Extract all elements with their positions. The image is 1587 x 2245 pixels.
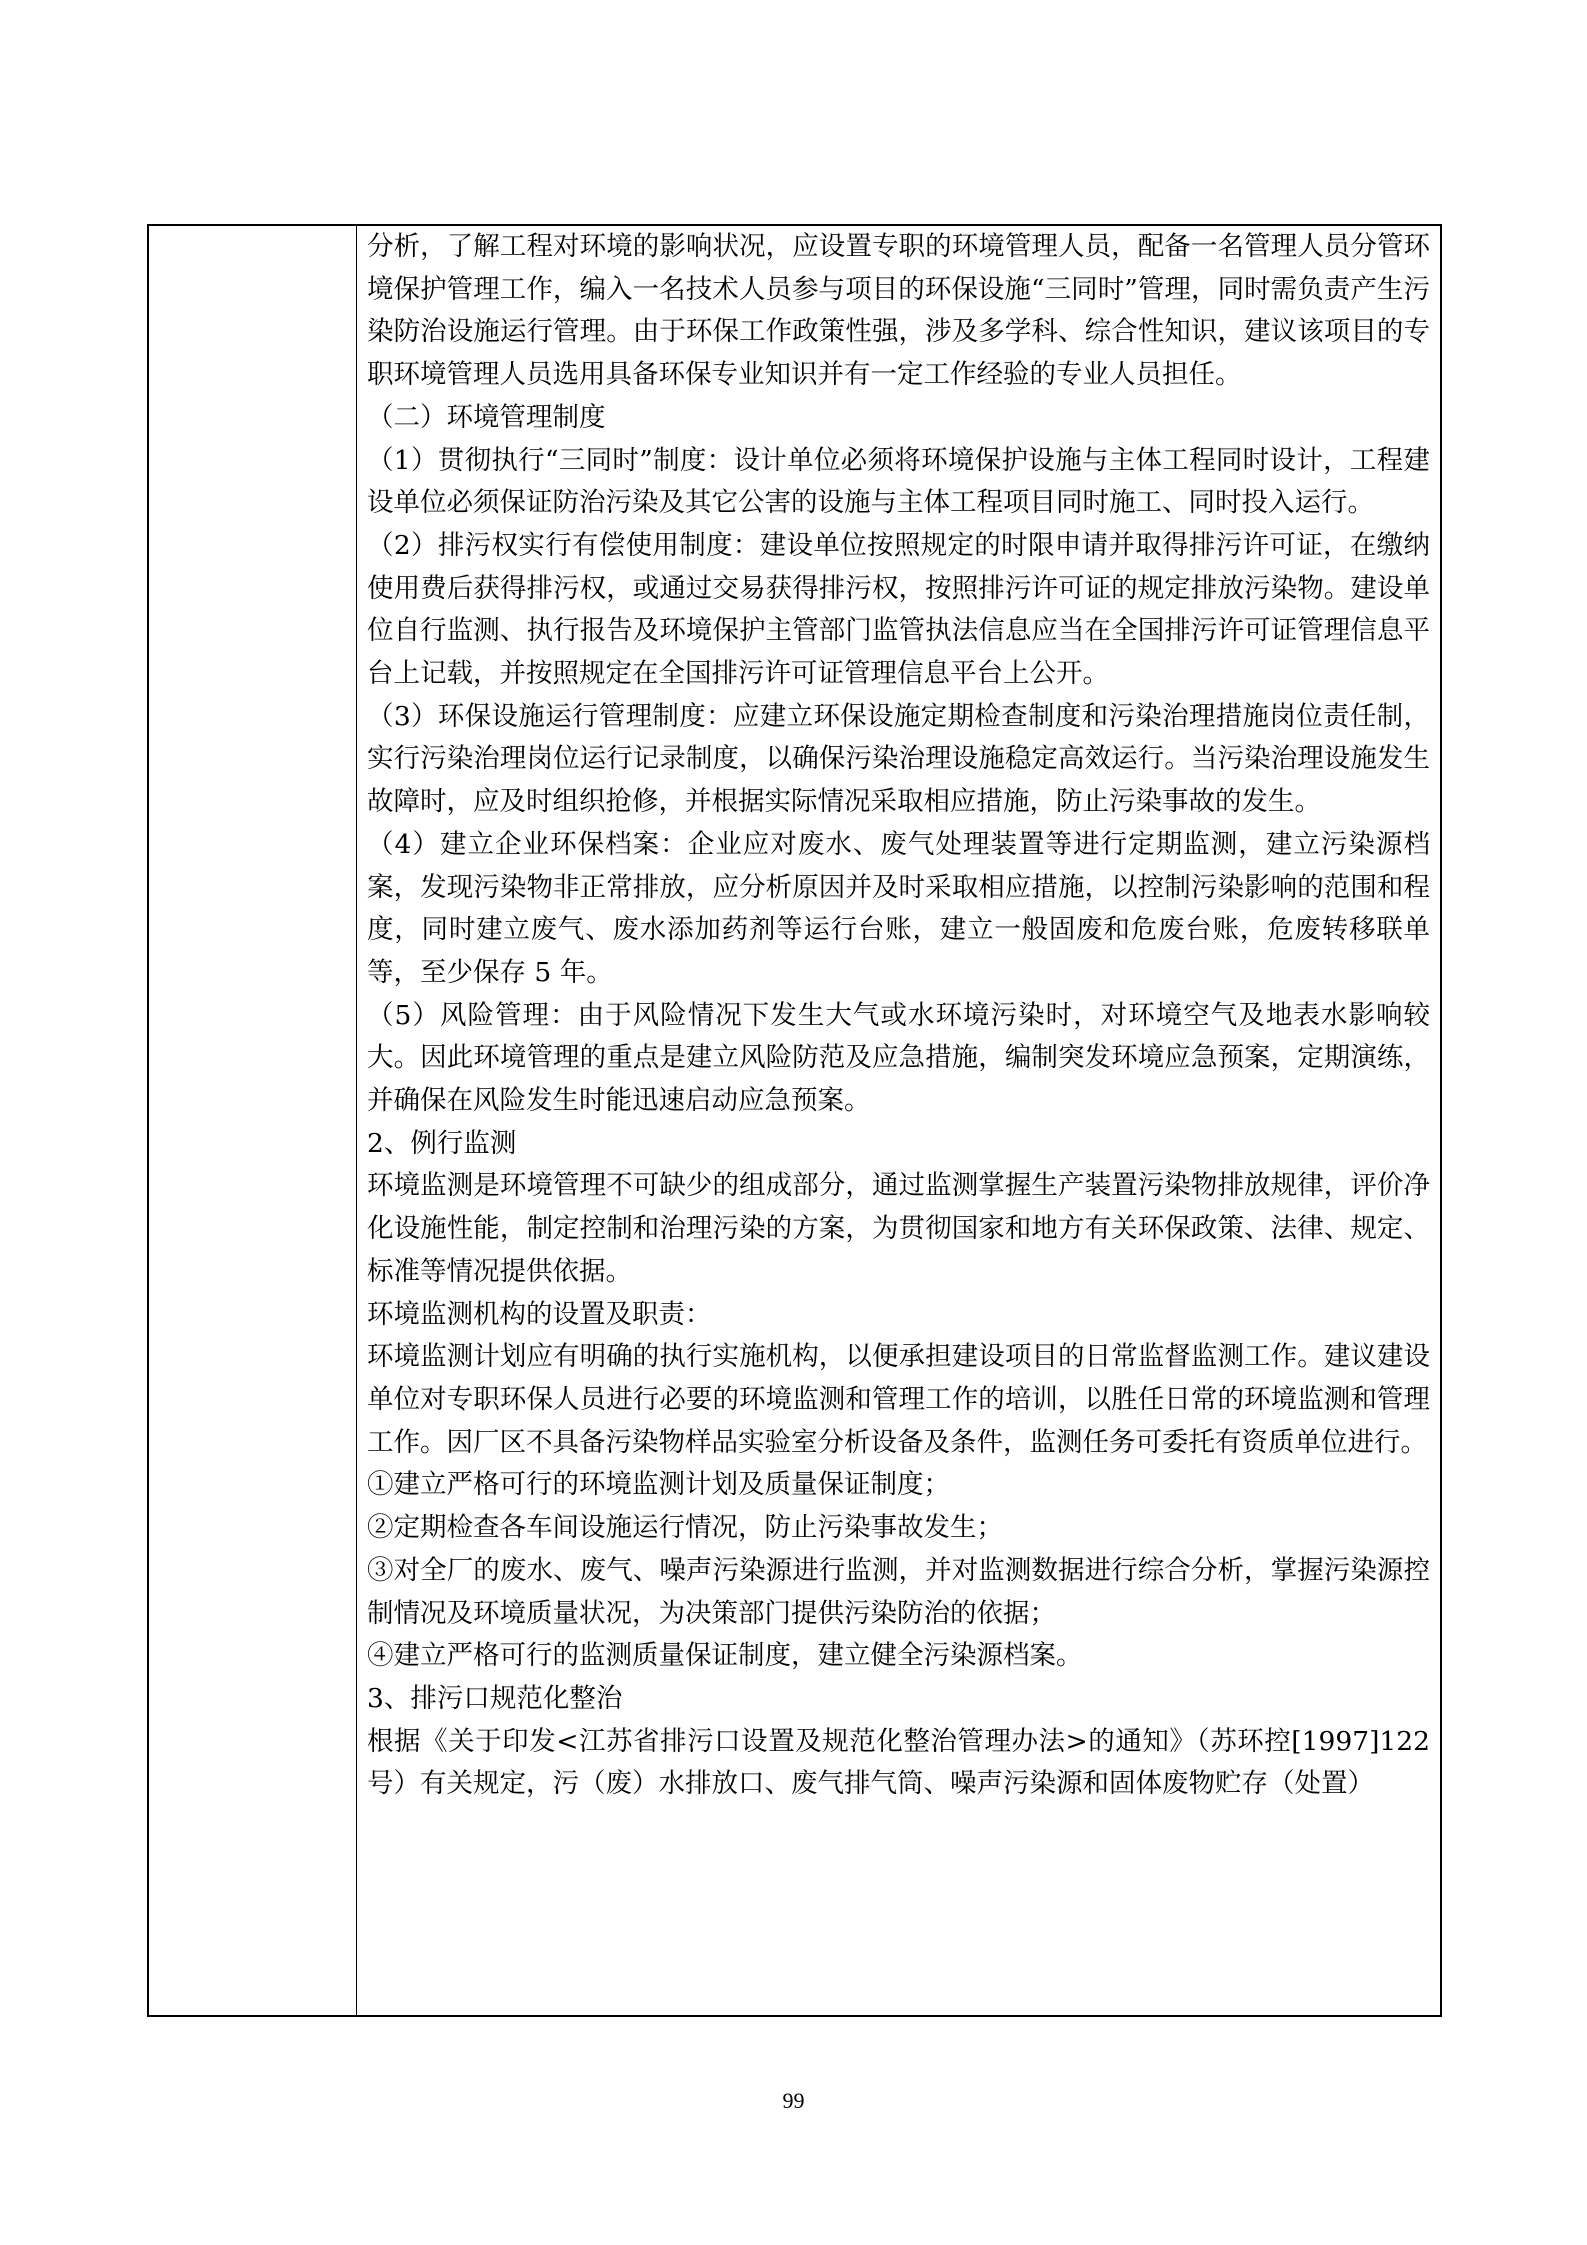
table-content-cell	[357, 226, 1440, 2015]
document-table	[147, 224, 1442, 2017]
heading-management-system: （二）环境管理制度	[367, 401, 606, 433]
list-item-3: ③对全厂的废水、废气、噪声污染源进行监测，并对监测数据进行综合分析，掌握污染源控制情况及环境质量状况，为决策部门提供污染防治的依据；	[367, 1554, 1430, 1629]
paragraph-discharge-permit: （2）排污权实行有偿使用制度：建设单位按照规定的时限申请并取得排污许可证，在缴纳使用费后获得排污权，或通过交易获得排污权，按照排污许可证的规定排放污染物。建设单位自行监测、执行报告及环境保护主管部门监管执法信息应当在全国排污许可证管理信息平台上记载，并按照规定在全国排污许可证管理信息平台上公开。	[367, 529, 1430, 690]
page-number: 99	[782, 2088, 805, 2113]
paragraph-facility-operation: （3）环保设施运行管理制度：应建立环保设施定期检查制度和污染治理措施岗位责任制，实行污染治理岗位运行记录制度，以确保污染治理设施稳定高效运行。当污染治理设施发生故障时，应及时组织抢修，并根据实际情况采取相应措施，防止污染事故的发生。	[367, 700, 1430, 818]
paragraph-outlet-regulation: 根据《关于印发<江苏省排污口设置及规范化整治管理办法>的通知》（苏环控[1997]122号）有关规定，污（废）水排放口、废气排气筒、噪声污染源和固体废物贮存（处置）	[367, 1725, 1430, 1800]
heading-outlet-standardization: 3、排污口规范化整治	[367, 1682, 623, 1714]
paragraph-three-simultaneous: （1）贯彻执行“三同时”制度：设计单位必须将环境保护设施与主体工程同时设计，工程建设单位必须保证防治污染及其它公害的设施与主体工程项目同时施工、同时投入运行。	[367, 444, 1430, 519]
heading-monitoring-agency: 环境监测机构的设置及职责：	[367, 1298, 712, 1330]
heading-routine-monitoring: 2、例行监测	[367, 1127, 517, 1159]
table-left-cell	[149, 226, 357, 2015]
paragraph-monitoring-purpose: 环境监测是环境管理不可缺少的组成部分，通过监测掌握生产装置污染物排放规律，评价净化设施性能，制定控制和治理污染的方案，为贯彻国家和地方有关环保政策、法律、规定、标准等情况提供依据。	[367, 1170, 1430, 1287]
list-item-1: ①建立严格可行的环境监测计划及质量保证制度；	[367, 1469, 950, 1501]
paragraph-environmental-archive: （4）建立企业环保档案：企业应对废水、废气处理装置等进行定期监测，建立污染源档案，发现污染物非正常排放，应分析原因并及时采取相应措施，以控制污染影响的范围和程度，同时建立废气、废水添加药剂等运行台账，建立一般固废和危废台账，危废转移联单等，至少保存 5 年。	[367, 828, 1430, 988]
paragraph-monitoring-plan: 环境监测计划应有明确的执行实施机构，以便承担建设项目的日常监督监测工作。建议建设单位对专职环保人员进行必要的环境监测和管理工作的培训，以胜任日常的环境监测和管理工作。因厂区不具备污染物样品实验室分析设备及条件，监测任务可委托有资质单位进行。	[367, 1341, 1430, 1458]
list-item-2: ②定期检查各车间设施运行情况，防止污染事故发生；	[367, 1512, 1003, 1544]
list-item-4: ④建立严格可行的监测质量保证制度，建立健全污染源档案。	[367, 1640, 1083, 1672]
paragraph-risk-management: （5）风险管理：由于风险情况下发生大气或水环境污染时，对环境空气及地表水影响较大。因此环境管理的重点是建立风险防范及应急措施，编制突发环境应急预案，定期演练，并确保在风险发生时能迅速启动应急预案。	[367, 999, 1430, 1117]
paragraph-management-staff: 分析，了解工程对环境的影响状况，应设置专职的环境管理人员，配备一名管理人员分管环境保护管理工作，编入一名技术人员参与项目的环保设施“三同时”管理，同时需负责产生污染防治设施运行管理。由于环保工作政策性强，涉及多学科、综合性知识，建议该项目的专职环境管理人员选用具备环保专业知识并有一定工作经验的专业人员担任。	[367, 231, 1430, 391]
